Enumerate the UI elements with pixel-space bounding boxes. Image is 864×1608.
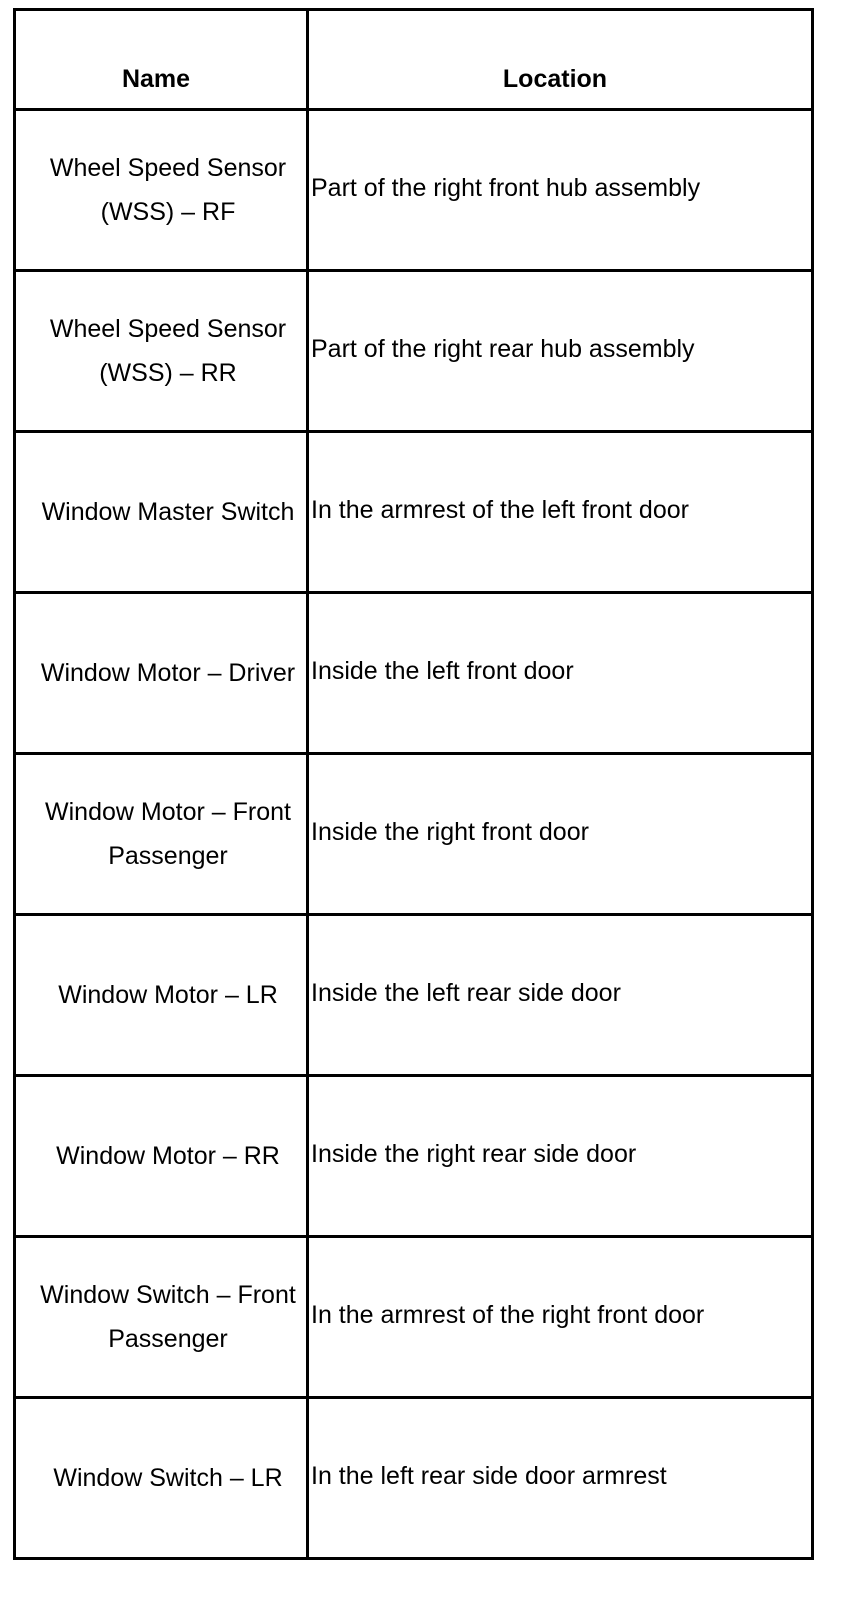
header-row [15,10,813,110]
location-cell: Inside the left rear side door [308,915,813,1076]
table-row [15,432,813,593]
table-header [15,10,813,110]
name-cell [15,915,308,1076]
component-name: Window Motor – Front Passenger [45,798,291,870]
table-row [15,1076,813,1237]
location-cell: Inside the right rear side door [308,1076,813,1237]
column-header-name: Name [15,10,308,110]
table-body [15,110,813,1559]
component-location-table-container [13,8,811,1560]
name-cell [15,1076,308,1237]
column-header-location: Location [308,10,813,110]
component-name: Window Switch – Front Passenger [40,1281,296,1353]
name-cell [15,271,308,432]
name-cell [15,110,308,271]
component-name: Window Motor – RR [56,1142,280,1170]
location-cell: Inside the left front door [308,593,813,754]
name-cell [15,432,308,593]
component-name: Wheel Speed Sensor (WSS) – RF [49,154,287,226]
location-cell: Inside the right front door [308,754,813,915]
location-cell: In the armrest of the left front door [308,432,813,593]
component-name: Window Master Switch [41,498,295,526]
component-name: Wheel Speed Sensor (WSS) – RR [49,315,287,387]
table-row [15,754,813,915]
location-cell: In the armrest of the right front door [308,1237,813,1398]
table-row [15,110,813,271]
component-location-table [13,8,814,1560]
component-name: Window Motor – Driver [40,659,296,687]
component-name: Window Switch – LR [53,1464,283,1492]
name-cell [15,593,308,754]
table-row [15,271,813,432]
location-cell: Part of the right rear hub assembly [308,271,813,432]
component-name: Window Motor – LR [58,981,278,1009]
name-cell [15,1398,308,1559]
name-cell [15,1237,308,1398]
table-row [15,593,813,754]
table-row [15,915,813,1076]
location-cell: Part of the right front hub assembly [308,110,813,271]
table-row [15,1237,813,1398]
table-row [15,1398,813,1559]
name-cell [15,754,308,915]
location-cell: In the left rear side door armrest [308,1398,813,1559]
